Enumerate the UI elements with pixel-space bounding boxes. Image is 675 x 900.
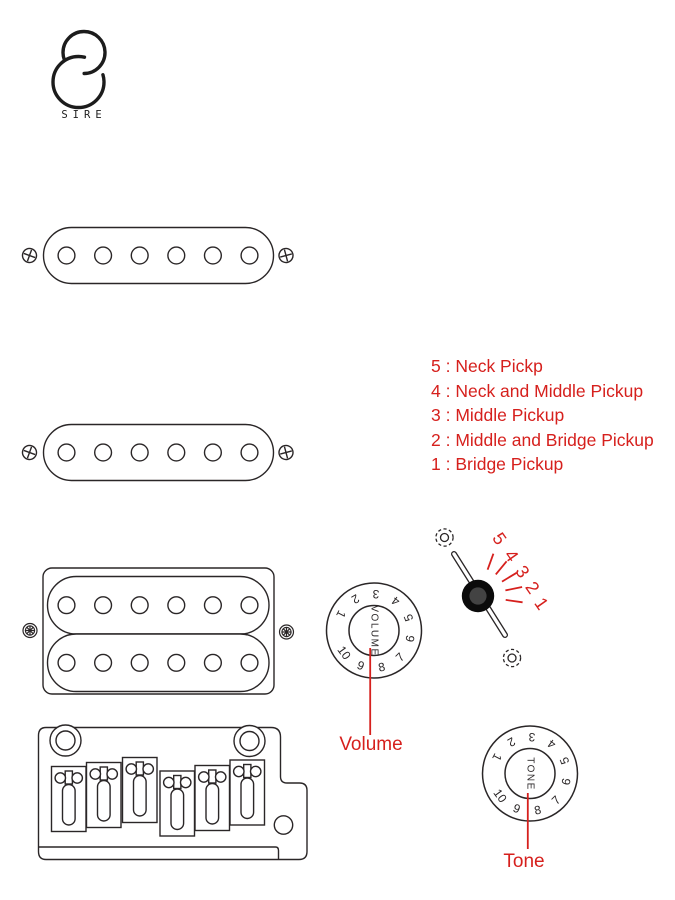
switch-position-2: 2 bbox=[521, 577, 544, 598]
legend-line-1: 1 : Bridge Pickup bbox=[431, 454, 564, 475]
tone-dial-number: 1 bbox=[489, 750, 505, 763]
bridge-saddle bbox=[87, 763, 122, 828]
sire-logo-text: SIRE bbox=[61, 109, 107, 121]
bridge-saddle bbox=[160, 771, 195, 836]
switch-position-5: 5 bbox=[488, 528, 511, 549]
switch-position-4: 4 bbox=[500, 545, 523, 566]
legend-line-5: 5 : Neck Pickp bbox=[431, 356, 543, 376]
sire-logo-mark bbox=[53, 32, 105, 108]
selector-legend bbox=[431, 354, 654, 477]
tone-dial-number: 6 bbox=[558, 776, 574, 786]
bridge-saddle bbox=[195, 766, 230, 831]
tone-caption: Tone bbox=[503, 851, 545, 872]
volume-dial-number: 4 bbox=[388, 592, 403, 609]
volume-dial-number: 5 bbox=[400, 611, 417, 623]
middle-single-coil-pickup bbox=[21, 425, 295, 481]
volume-dial-number: 2 bbox=[349, 590, 362, 607]
tremolo-bridge bbox=[39, 725, 308, 860]
tone-dial-number: 2 bbox=[505, 733, 518, 750]
switch-screw-bottom bbox=[503, 649, 520, 666]
switch-position-3: 3 bbox=[511, 561, 534, 582]
bridge-post-right bbox=[234, 726, 265, 757]
tone-dial-number: 9 bbox=[511, 800, 523, 816]
neck-single-coil-pickup bbox=[21, 228, 295, 284]
volume-dial-number: 9 bbox=[355, 657, 367, 673]
bridge-saddle bbox=[52, 767, 87, 832]
volume-dial-number: 8 bbox=[376, 659, 387, 675]
volume-dial-label: VOLUME bbox=[368, 604, 380, 657]
volume-dial-number: 3 bbox=[372, 586, 380, 601]
tone-dial-number: 4 bbox=[544, 735, 559, 752]
volume-dial-number: 7 bbox=[392, 649, 408, 664]
bridge-post-left bbox=[50, 725, 81, 756]
legend-line-4: 4 : Neck and Middle Pickup bbox=[431, 380, 644, 401]
legend-line-2: 2 : Middle and Bridge Pickup bbox=[431, 429, 654, 450]
tone-dial-number: 8 bbox=[532, 802, 543, 818]
volume-caption: Volume bbox=[339, 734, 403, 755]
switch-knob bbox=[462, 580, 494, 612]
volume-dial-number: 1 bbox=[333, 607, 349, 620]
humbucker-pickup bbox=[23, 568, 294, 694]
switch-position-1: 1 bbox=[530, 593, 553, 614]
volume-dial-number: 10 bbox=[334, 642, 354, 662]
tone-dial-label: TONE bbox=[524, 756, 536, 791]
tone-dial-number: 10 bbox=[490, 785, 510, 805]
bridge-saddle bbox=[230, 760, 265, 825]
humbucker-screw-right bbox=[280, 625, 294, 639]
legend-line-3: 3 : Middle Pickup bbox=[431, 405, 565, 426]
switch-screw-top bbox=[436, 529, 453, 546]
bridge-saddle bbox=[123, 758, 158, 823]
volume-dial-number: 6 bbox=[402, 633, 418, 643]
tone-dial-number: 3 bbox=[528, 729, 536, 744]
tone-dial-number: 7 bbox=[548, 792, 564, 807]
humbucker-screw-left bbox=[23, 624, 37, 638]
tone-dial-number: 5 bbox=[556, 754, 573, 766]
